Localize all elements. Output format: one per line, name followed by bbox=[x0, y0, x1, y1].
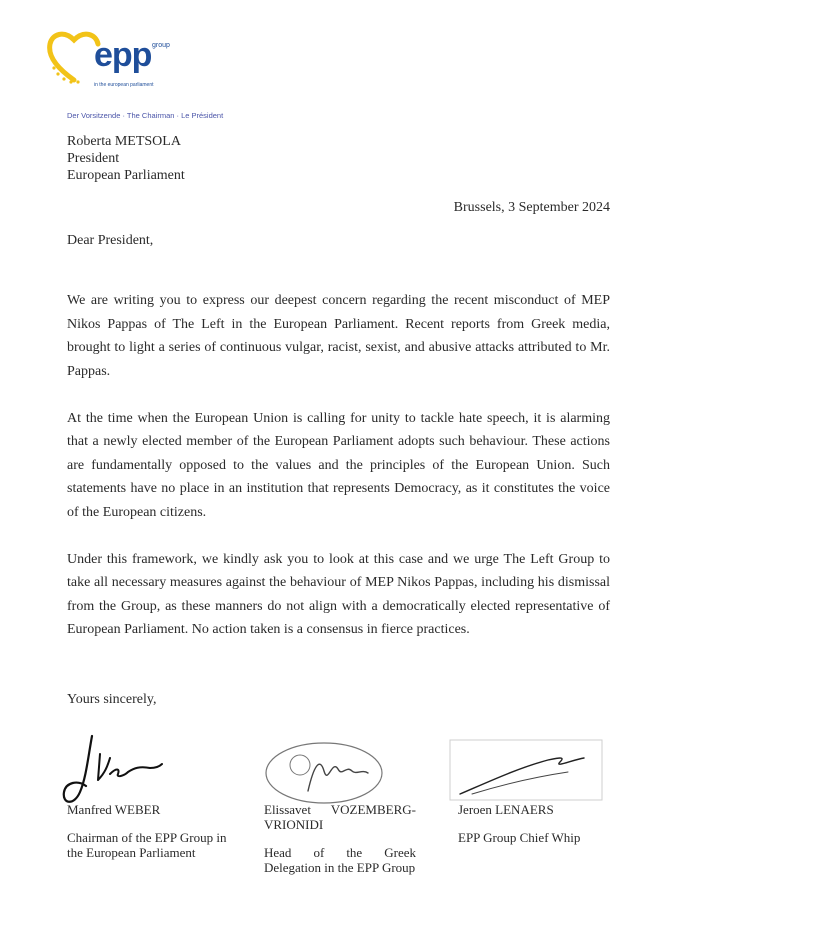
signatory-name: Jeroen LENAERS bbox=[458, 802, 554, 817]
body-paragraph: At the time when the European Union is calling for unity to tackle hate speech, it is alarming that a newly elected member of the European Parliament adopts such behaviour. These actions are fundamentally opposed to the values and the principles of the European Union. Such statements have no place in an institution that represents Democracy, as it constitutes the voice of the European citizens. bbox=[67, 410, 610, 520]
body-paragraph: Under this framework, we kindly ask you to look at this case and we urge The Left Group to take all necessary measures against the behaviour of MEP Nikos Pappas, including his dismissal from the Group, as these manners do not align with a democratically elected representative of European Parliament. No action taken is a consensus in fierce practices. bbox=[67, 551, 610, 637]
chairman-role-line: Der Vorsitzende · The Chairman · Le Président bbox=[67, 111, 224, 120]
recipient-block bbox=[67, 133, 185, 184]
signatory-lenaers bbox=[458, 802, 628, 845]
logo-group-label: group bbox=[152, 42, 170, 49]
letter-date: Brussels, 3 September 2024 bbox=[453, 200, 610, 215]
letter-body bbox=[67, 289, 610, 665]
logo-wordmark: epp bbox=[94, 36, 152, 74]
closing: Yours sincerely, bbox=[67, 692, 157, 707]
recipient-title: President bbox=[67, 151, 120, 166]
signatory-title: Head of the Greek Delegation in the EPP Group bbox=[264, 845, 416, 875]
signatory-name: Elissavet VOZEMBERG-VRIONIDI bbox=[264, 802, 416, 832]
signature-lenaers bbox=[448, 738, 608, 804]
recipient-name: Roberta METSOLA bbox=[67, 134, 181, 149]
signatory-weber bbox=[67, 802, 237, 860]
signatory-title: EPP Group Chief Whip bbox=[458, 830, 581, 845]
body-paragraph: We are writing you to express our deepest concern regarding the recent misconduct of MEP Nikos Pappas of The Left in the European Parliament. Recent reports from Greek media, brought to light a series of continuous vulgar, racist, sexist, and abusive attacks attributed to Mr. Pappas. bbox=[67, 293, 610, 379]
signatory-vozemberg bbox=[264, 802, 416, 875]
signatory-name: Manfred WEBER bbox=[67, 802, 161, 817]
epp-logo bbox=[44, 28, 184, 92]
logo-subtitle: in the european parliament bbox=[94, 82, 154, 88]
salutation: Dear President, bbox=[67, 233, 154, 248]
recipient-institution: European Parliament bbox=[67, 168, 185, 183]
signatory-title: Chairman of the EPP Group in the European Parliament bbox=[67, 830, 227, 860]
